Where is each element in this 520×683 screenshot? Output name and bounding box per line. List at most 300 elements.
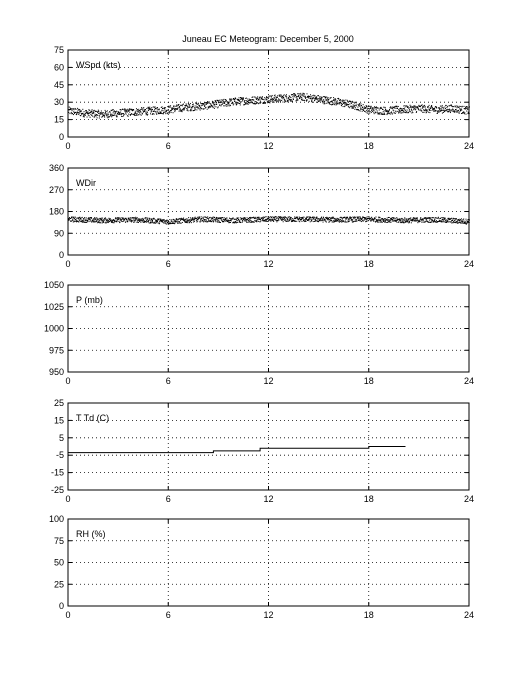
data-point — [135, 219, 136, 220]
data-point — [195, 108, 196, 109]
data-point — [156, 222, 157, 223]
data-point — [208, 219, 209, 220]
data-point — [79, 217, 80, 218]
data-point — [189, 107, 190, 108]
data-point — [255, 101, 256, 102]
data-point — [335, 221, 336, 222]
data-point — [242, 222, 243, 223]
data-point — [202, 220, 203, 221]
data-point — [413, 107, 414, 108]
data-point — [354, 109, 355, 110]
data-point — [211, 219, 212, 220]
data-point — [180, 108, 181, 109]
y-tick-label: 25 — [53, 579, 64, 590]
data-point — [467, 109, 468, 110]
data-point — [282, 98, 283, 99]
data-point — [90, 114, 91, 115]
data-point — [86, 217, 87, 218]
data-point — [365, 108, 366, 109]
data-point — [191, 222, 192, 223]
data-point — [200, 110, 201, 111]
data-point — [404, 109, 405, 110]
data-point — [322, 102, 323, 103]
data-point — [311, 100, 312, 101]
data-point — [369, 108, 370, 109]
data-point — [396, 111, 397, 112]
data-point — [233, 104, 234, 105]
data-point — [255, 97, 256, 98]
x-tick-label: 0 — [65, 141, 71, 151]
data-point — [140, 219, 141, 220]
data-point — [453, 106, 454, 107]
data-point — [264, 97, 265, 98]
data-point — [248, 222, 249, 223]
data-point — [315, 97, 316, 98]
data-point — [91, 111, 92, 112]
data-point — [342, 100, 343, 101]
data-point — [340, 102, 341, 103]
data-point — [454, 222, 455, 223]
data-point — [79, 112, 80, 113]
data-point — [173, 112, 174, 113]
data-point — [226, 100, 227, 101]
data-point — [260, 102, 261, 103]
data-point — [449, 218, 450, 219]
data-point — [467, 107, 468, 108]
data-point — [155, 222, 156, 223]
data-point — [106, 114, 107, 115]
data-point — [355, 105, 356, 106]
data-point — [108, 218, 109, 219]
data-point — [207, 102, 208, 103]
data-point — [223, 99, 224, 100]
data-point — [335, 219, 336, 220]
data-point — [345, 222, 346, 223]
data-point — [133, 219, 134, 220]
data-point — [332, 221, 333, 222]
data-point — [254, 96, 255, 97]
data-point — [102, 113, 103, 114]
data-point — [272, 95, 273, 96]
data-point — [464, 112, 465, 113]
data-point — [242, 220, 243, 221]
data-point — [373, 221, 374, 222]
data-point — [335, 99, 336, 100]
data-point — [116, 218, 117, 219]
data-point — [393, 110, 394, 111]
data-point — [214, 102, 215, 103]
data-point — [237, 222, 238, 223]
data-point — [399, 112, 400, 113]
data-point — [469, 222, 470, 223]
data-point — [91, 115, 92, 116]
data-point — [283, 97, 284, 98]
data-point — [229, 102, 230, 103]
data-point — [111, 220, 112, 221]
data-point — [441, 106, 442, 107]
data-point — [128, 116, 129, 117]
data-point — [282, 217, 283, 218]
panel-label: P (mb) — [76, 295, 103, 305]
data-point — [297, 217, 298, 218]
panel-3 — [51, 398, 474, 504]
data-point — [390, 222, 391, 223]
data-point — [330, 220, 331, 221]
data-point — [199, 105, 200, 106]
data-point — [327, 98, 328, 99]
data-point — [224, 217, 225, 218]
data-point — [275, 95, 276, 96]
x-tick-label: 18 — [363, 259, 374, 269]
data-point — [78, 217, 79, 218]
data-point — [387, 110, 388, 111]
data-point — [349, 221, 350, 222]
data-point — [333, 220, 334, 221]
data-point — [441, 109, 442, 110]
data-point — [313, 102, 314, 103]
data-point — [411, 222, 412, 223]
data-point — [379, 217, 380, 218]
data-point — [293, 98, 294, 99]
data-point — [104, 115, 105, 116]
data-point — [205, 107, 206, 108]
data-point — [296, 99, 297, 100]
data-point — [301, 97, 302, 98]
data-point — [429, 112, 430, 113]
data-point — [239, 97, 240, 98]
data-point — [165, 107, 166, 108]
data-point — [305, 218, 306, 219]
data-point — [174, 111, 175, 112]
data-point — [404, 108, 405, 109]
data-point — [380, 219, 381, 220]
data-point — [204, 106, 205, 107]
data-point — [196, 109, 197, 110]
data-point — [457, 106, 458, 107]
data-point — [409, 222, 410, 223]
data-point — [293, 220, 294, 221]
data-point — [114, 115, 115, 116]
data-point — [364, 217, 365, 218]
data-point — [428, 112, 429, 113]
data-point — [177, 108, 178, 109]
data-point — [200, 221, 201, 222]
data-point — [258, 217, 259, 218]
data-point — [259, 99, 260, 100]
data-point — [369, 113, 370, 114]
data-point — [152, 219, 153, 220]
data-point — [231, 220, 232, 221]
data-point — [320, 100, 321, 101]
data-point — [247, 101, 248, 102]
data-point — [201, 216, 202, 217]
data-point — [428, 106, 429, 107]
data-point — [168, 107, 169, 108]
data-point — [277, 217, 278, 218]
data-point — [125, 110, 126, 111]
data-point — [256, 99, 257, 100]
data-point — [323, 99, 324, 100]
data-point — [437, 113, 438, 114]
data-point — [130, 221, 131, 222]
data-point — [179, 106, 180, 107]
data-point — [167, 110, 168, 111]
data-point — [183, 104, 184, 105]
data-point — [198, 103, 199, 104]
data-point — [318, 100, 319, 101]
data-point — [93, 220, 94, 221]
data-point — [407, 110, 408, 111]
data-point — [83, 221, 84, 222]
data-point — [402, 112, 403, 113]
data-point — [376, 109, 377, 110]
data-point — [351, 108, 352, 109]
data-point — [92, 116, 93, 117]
data-point — [213, 221, 214, 222]
data-point — [420, 109, 421, 110]
data-point — [372, 111, 373, 112]
data-point — [171, 108, 172, 109]
data-point — [166, 224, 167, 225]
data-point — [353, 221, 354, 222]
data-point — [187, 110, 188, 111]
data-point — [357, 218, 358, 219]
data-point — [392, 114, 393, 115]
data-point — [174, 221, 175, 222]
data-point — [323, 96, 324, 97]
data-point — [359, 103, 360, 104]
data-point — [390, 106, 391, 107]
data-point — [400, 112, 401, 113]
data-point — [138, 219, 139, 220]
data-point — [462, 106, 463, 107]
data-point — [161, 111, 162, 112]
data-point — [278, 102, 279, 103]
data-point — [329, 103, 330, 104]
data-point — [370, 107, 371, 108]
data-point — [370, 218, 371, 219]
data-point — [342, 219, 343, 220]
data-point — [122, 113, 123, 114]
data-point — [257, 217, 258, 218]
data-point — [399, 111, 400, 112]
data-point — [331, 101, 332, 102]
data-point — [207, 109, 208, 110]
data-point — [240, 97, 241, 98]
data-point — [358, 104, 359, 105]
data-point — [452, 222, 453, 223]
data-point — [74, 109, 75, 110]
data-point — [221, 102, 222, 103]
data-point — [364, 108, 365, 109]
data-point — [344, 100, 345, 101]
data-point — [444, 221, 445, 222]
x-tick-label: 12 — [263, 259, 274, 269]
data-point — [156, 114, 157, 115]
data-point — [345, 103, 346, 104]
data-point — [75, 112, 76, 113]
y-tick-label: 45 — [53, 79, 64, 90]
data-point — [451, 218, 452, 219]
data-point — [401, 222, 402, 223]
data-point — [226, 218, 227, 219]
data-point — [88, 112, 89, 113]
data-point — [79, 113, 80, 114]
data-point — [187, 106, 188, 107]
data-point — [191, 220, 192, 221]
data-point — [399, 219, 400, 220]
data-point — [238, 219, 239, 220]
data-point — [286, 98, 287, 99]
data-point — [356, 105, 357, 106]
data-point — [243, 97, 244, 98]
data-point — [73, 220, 74, 221]
data-point — [289, 97, 290, 98]
data-point — [305, 221, 306, 222]
data-point — [340, 100, 341, 101]
x-tick-label: 18 — [363, 141, 374, 151]
data-point — [319, 100, 320, 101]
data-point — [146, 220, 147, 221]
data-point — [441, 217, 442, 218]
data-point — [101, 112, 102, 113]
data-point — [164, 223, 165, 224]
data-point — [223, 101, 224, 102]
data-point — [151, 222, 152, 223]
data-point — [469, 219, 470, 220]
data-point — [316, 96, 317, 97]
data-point — [212, 218, 213, 219]
data-point — [360, 110, 361, 111]
data-point — [257, 219, 258, 220]
data-point — [225, 219, 226, 220]
data-point — [178, 221, 179, 222]
data-point — [74, 221, 75, 222]
data-point — [353, 106, 354, 107]
data-point — [333, 103, 334, 104]
data-point — [102, 222, 103, 223]
data-point — [125, 111, 126, 112]
y-tick-label: -15 — [50, 467, 64, 478]
data-point — [97, 221, 98, 222]
panel-4 — [49, 514, 474, 620]
data-point — [443, 112, 444, 113]
data-point — [266, 96, 267, 97]
data-point — [230, 222, 231, 223]
data-point — [296, 100, 297, 101]
data-point — [466, 220, 467, 221]
data-point — [260, 103, 261, 104]
data-point — [133, 222, 134, 223]
data-point — [425, 218, 426, 219]
data-point — [243, 218, 244, 219]
data-point — [314, 95, 315, 96]
data-point — [271, 96, 272, 97]
data-point — [318, 221, 319, 222]
data-point — [411, 109, 412, 110]
data-point — [84, 116, 85, 117]
y-tick-label: 50 — [53, 557, 64, 568]
data-point — [468, 219, 469, 220]
data-point — [436, 107, 437, 108]
data-point — [210, 106, 211, 107]
data-point — [126, 114, 127, 115]
data-point — [436, 220, 437, 221]
data-point — [333, 222, 334, 223]
data-point — [176, 104, 177, 105]
data-point — [278, 101, 279, 102]
data-point — [321, 217, 322, 218]
data-point — [161, 110, 162, 111]
data-point — [133, 218, 134, 219]
data-point — [248, 218, 249, 219]
data-point — [283, 219, 284, 220]
data-point — [429, 109, 430, 110]
data-point — [398, 106, 399, 107]
data-point — [216, 218, 217, 219]
data-point — [125, 112, 126, 113]
x-tick-label: 6 — [165, 494, 171, 504]
data-point — [81, 219, 82, 220]
data-point — [459, 220, 460, 221]
data-point — [310, 94, 311, 95]
data-point — [109, 221, 110, 222]
data-point — [339, 222, 340, 223]
data-point — [322, 218, 323, 219]
data-point — [218, 217, 219, 218]
data-point — [306, 101, 307, 102]
data-point — [447, 221, 448, 222]
data-point — [119, 218, 120, 219]
data-point — [169, 113, 170, 114]
data-point — [274, 100, 275, 101]
data-point — [96, 111, 97, 112]
data-point — [384, 113, 385, 114]
x-tick-label: 0 — [65, 259, 71, 269]
data-point — [141, 115, 142, 116]
data-point — [364, 106, 365, 107]
data-point — [333, 97, 334, 98]
data-point — [80, 115, 81, 116]
data-point — [440, 218, 441, 219]
data-point — [105, 110, 106, 111]
data-point — [356, 104, 357, 105]
data-point — [255, 217, 256, 218]
data-point — [127, 109, 128, 110]
data-point — [371, 220, 372, 221]
data-point — [222, 103, 223, 104]
y-tick-label: -5 — [55, 450, 64, 461]
data-point — [311, 96, 312, 97]
data-point — [155, 223, 156, 224]
data-point — [355, 102, 356, 103]
data-point — [106, 115, 107, 116]
data-point — [303, 217, 304, 218]
data-point — [351, 102, 352, 103]
data-point — [135, 112, 136, 113]
data-point — [430, 219, 431, 220]
data-point — [463, 112, 464, 113]
data-point — [405, 218, 406, 219]
data-point — [347, 217, 348, 218]
data-point — [277, 220, 278, 221]
data-point — [280, 101, 281, 102]
data-point — [246, 100, 247, 101]
data-point — [187, 218, 188, 219]
data-point — [461, 108, 462, 109]
data-point — [233, 103, 234, 104]
data-point — [384, 219, 385, 220]
